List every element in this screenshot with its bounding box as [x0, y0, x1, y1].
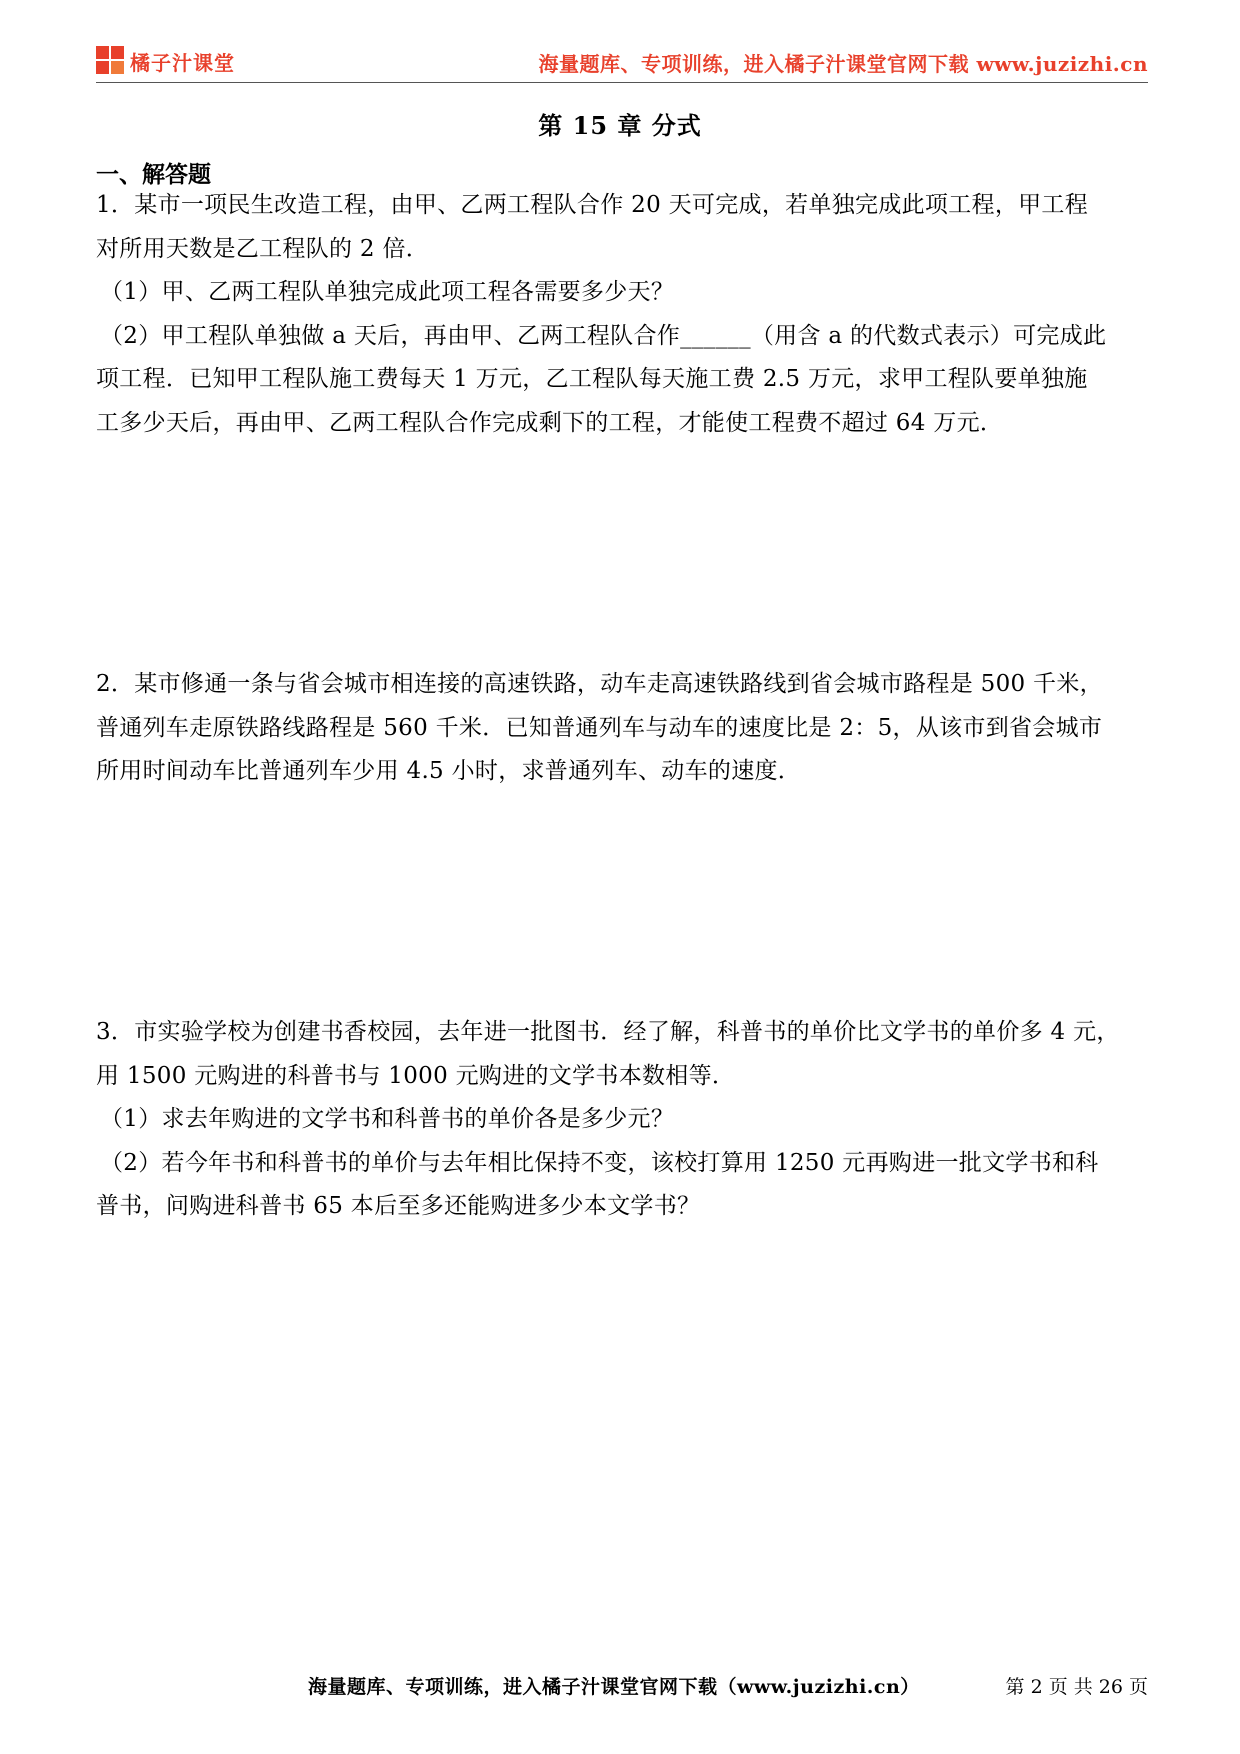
page-number: 第 2 页 共 26 页 — [1005, 1676, 1148, 1698]
question-3-line-2: 用 1500 元购进的科普书与 1000 元购进的文学书本数相等． — [96, 1063, 736, 1089]
question-3-part-2: （2）若今年书和科普书的单价与去年相比保持不变，该校打算用 1250 元再购进一批文学书和科 — [100, 1150, 1099, 1176]
question-2-line-2: 普通列车走原铁路线路程是 560 千米．已知普通列车与动车的速度比是 2：5，从该市到省会城市 — [96, 715, 1103, 741]
page-header — [96, 40, 1148, 82]
question-3-part-1: （1）求去年购进的文学书和科普书的单价各是多少元？ — [100, 1106, 675, 1132]
question-2-line-3: 所用时间动车比普通列车少用 4.5 小时，求普通列车、动车的速度． — [96, 758, 802, 784]
question-1-part-2: （2）甲工程队单独做 a 天后，再由甲、乙两工程队合作______（用含 a 的代数式表示）可完成此 — [100, 323, 1107, 349]
brand-logo — [96, 46, 235, 76]
brand-name: 橘子汁课堂 — [130, 50, 235, 75]
footer-slogan: 海量题库、专项训练，进入橘子汁课堂官网下载（www.juzizhi.cn） — [308, 1676, 920, 1698]
question-3-line-1: 3．市实验学校为创建书香校园，去年进一批图书．经了解，科普书的单价比文学书的单价多 4 元， — [96, 1019, 1120, 1045]
header-divider — [96, 82, 1148, 83]
question-2-line-1: 2．某市修通一条与省会城市相连接的高速铁路，动车走高速铁路线到省会城市路程是 500 千米， — [96, 671, 1103, 697]
question-1-line-1: 1．某市一项民生改造工程，由甲、乙两工程队合作 20 天可完成，若单独完成此项工程，甲工程 — [96, 192, 1089, 218]
chapter-title: 第 15 章 分式 — [538, 111, 702, 140]
header-slogan: 海量题库、专项训练，进入橘子汁课堂官网下载 www.juzizhi.cn — [538, 52, 1148, 76]
question-3-line-5: 普书，问购进科普书 65 本后至多还能购进多少本文学书？ — [96, 1193, 701, 1219]
page-footer — [0, 1672, 1240, 1702]
question-1-line-6: 工多少天后，再由甲、乙两工程队合作完成剩下的工程，才能使工程费不超过 64 万元． — [96, 410, 1004, 436]
question-1-line-2: 对所用天数是乙工程队的 2 倍． — [96, 236, 430, 262]
section-title: 一、解答题 — [96, 161, 211, 188]
question-1-part-1: （1）甲、乙两工程队单独完成此项工程各需要多少天？ — [100, 279, 675, 305]
logo-icon — [96, 46, 126, 76]
question-1-line-5: 项工程．已知甲工程队施工费每天 1 万元，乙工程队每天施工费 2.5 万元，求甲工程队要单独施 — [96, 366, 1088, 392]
